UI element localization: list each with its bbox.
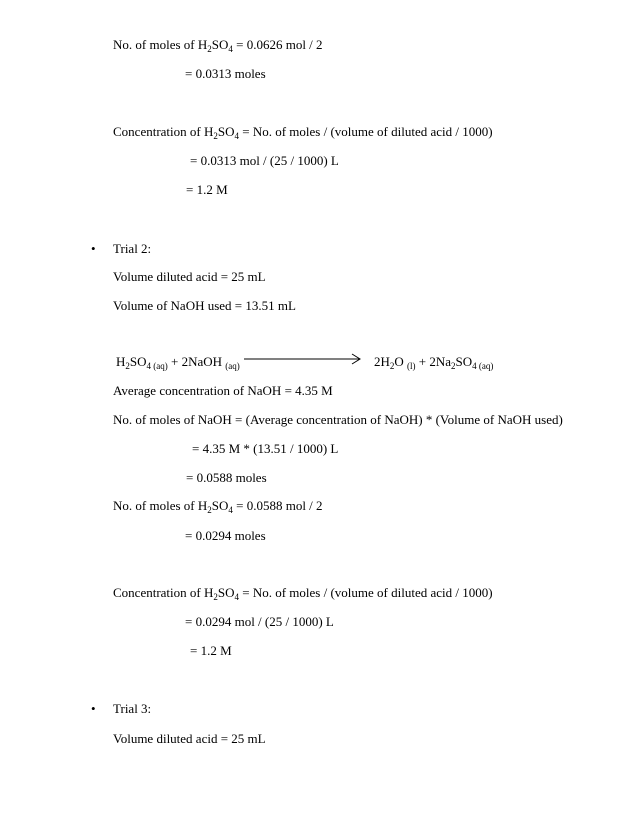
subscript: 4 (aq) <box>146 361 168 371</box>
subscript: 2 <box>451 361 456 371</box>
subscript: 4 <box>234 592 239 602</box>
reaction-arrow-icon <box>244 353 362 365</box>
concentration-formula-trial2 <box>113 585 493 601</box>
moles-h2so4-trial2 <box>113 498 323 514</box>
moles-naoh-formula: No. of moles of NaOH = (Average concentration of NaOH) * (Volume of NaOH used) <box>113 412 563 427</box>
subscript: (l) <box>407 361 416 371</box>
text: SO <box>217 585 235 600</box>
text: No. of moles of H <box>113 498 208 513</box>
subscript: 2 <box>125 361 130 371</box>
text: + 2NaOH <box>167 354 226 369</box>
subscript: (aq) <box>225 361 240 371</box>
concentration-formula-trial1 <box>113 124 493 140</box>
text: = 0.0588 mol / 2 <box>232 498 323 513</box>
moles-naoh-calc: = 4.35 M * (13.51 / 1000) L <box>192 441 339 456</box>
volume-diluted-acid-trial2: Volume diluted acid = 25 mL <box>113 269 266 284</box>
volume-naoh-trial2: Volume of NaOH used = 13.51 mL <box>113 298 296 313</box>
concentration-result-trial1: = 1.2 M <box>186 182 228 197</box>
equation-lhs <box>116 354 240 370</box>
text: SO <box>217 124 235 139</box>
subscript: 2 <box>213 131 218 141</box>
text: O <box>394 354 408 369</box>
text: No. of moles of H <box>113 37 208 52</box>
bullet-icon: • <box>91 701 96 716</box>
text: SO <box>129 354 147 369</box>
subscript: 4 <box>228 505 233 515</box>
subscript: 4 <box>228 44 233 54</box>
text: H <box>116 354 126 369</box>
text: SO <box>211 37 229 52</box>
concentration-calc-trial1: = 0.0313 mol / (25 / 1000) L <box>190 153 339 168</box>
text: Concentration of H <box>113 585 214 600</box>
concentration-result-trial2: = 1.2 M <box>190 643 232 658</box>
trial-2-heading: Trial 2: <box>113 241 152 256</box>
concentration-calc-trial2: = 0.0294 mol / (25 / 1000) L <box>185 614 334 629</box>
text: = 0.0626 mol / 2 <box>232 37 323 52</box>
text: 2H <box>374 354 390 369</box>
moles-result-trial1: = 0.0313 moles <box>185 66 266 81</box>
equation-rhs <box>374 354 493 370</box>
moles-result-trial2: = 0.0294 moles <box>185 528 266 543</box>
subscript: 2 <box>213 592 218 602</box>
bullet-icon: • <box>91 241 96 256</box>
subscript: 4 (aq) <box>472 361 494 371</box>
text: Concentration of H <box>113 124 214 139</box>
text: SO <box>211 498 229 513</box>
subscript: 2 <box>207 44 212 54</box>
subscript: 2 <box>207 505 212 515</box>
text: = No. of moles / (volume of diluted acid / 1000) <box>239 585 493 600</box>
text: SO <box>455 354 473 369</box>
subscript: 2 <box>389 361 395 371</box>
subscript: 4 <box>234 131 239 141</box>
text: = No. of moles / (volume of diluted acid / 1000) <box>239 124 493 139</box>
trial-3-heading: Trial 3: <box>113 701 152 716</box>
moles-naoh-result: = 0.0588 moles <box>186 470 267 485</box>
moles-h2so4-trial1 <box>113 37 323 53</box>
volume-diluted-acid-trial3: Volume diluted acid = 25 mL <box>113 731 266 746</box>
average-naoh-concentration: Average concentration of NaOH = 4.35 M <box>113 383 333 398</box>
text: + 2Na <box>415 354 452 369</box>
